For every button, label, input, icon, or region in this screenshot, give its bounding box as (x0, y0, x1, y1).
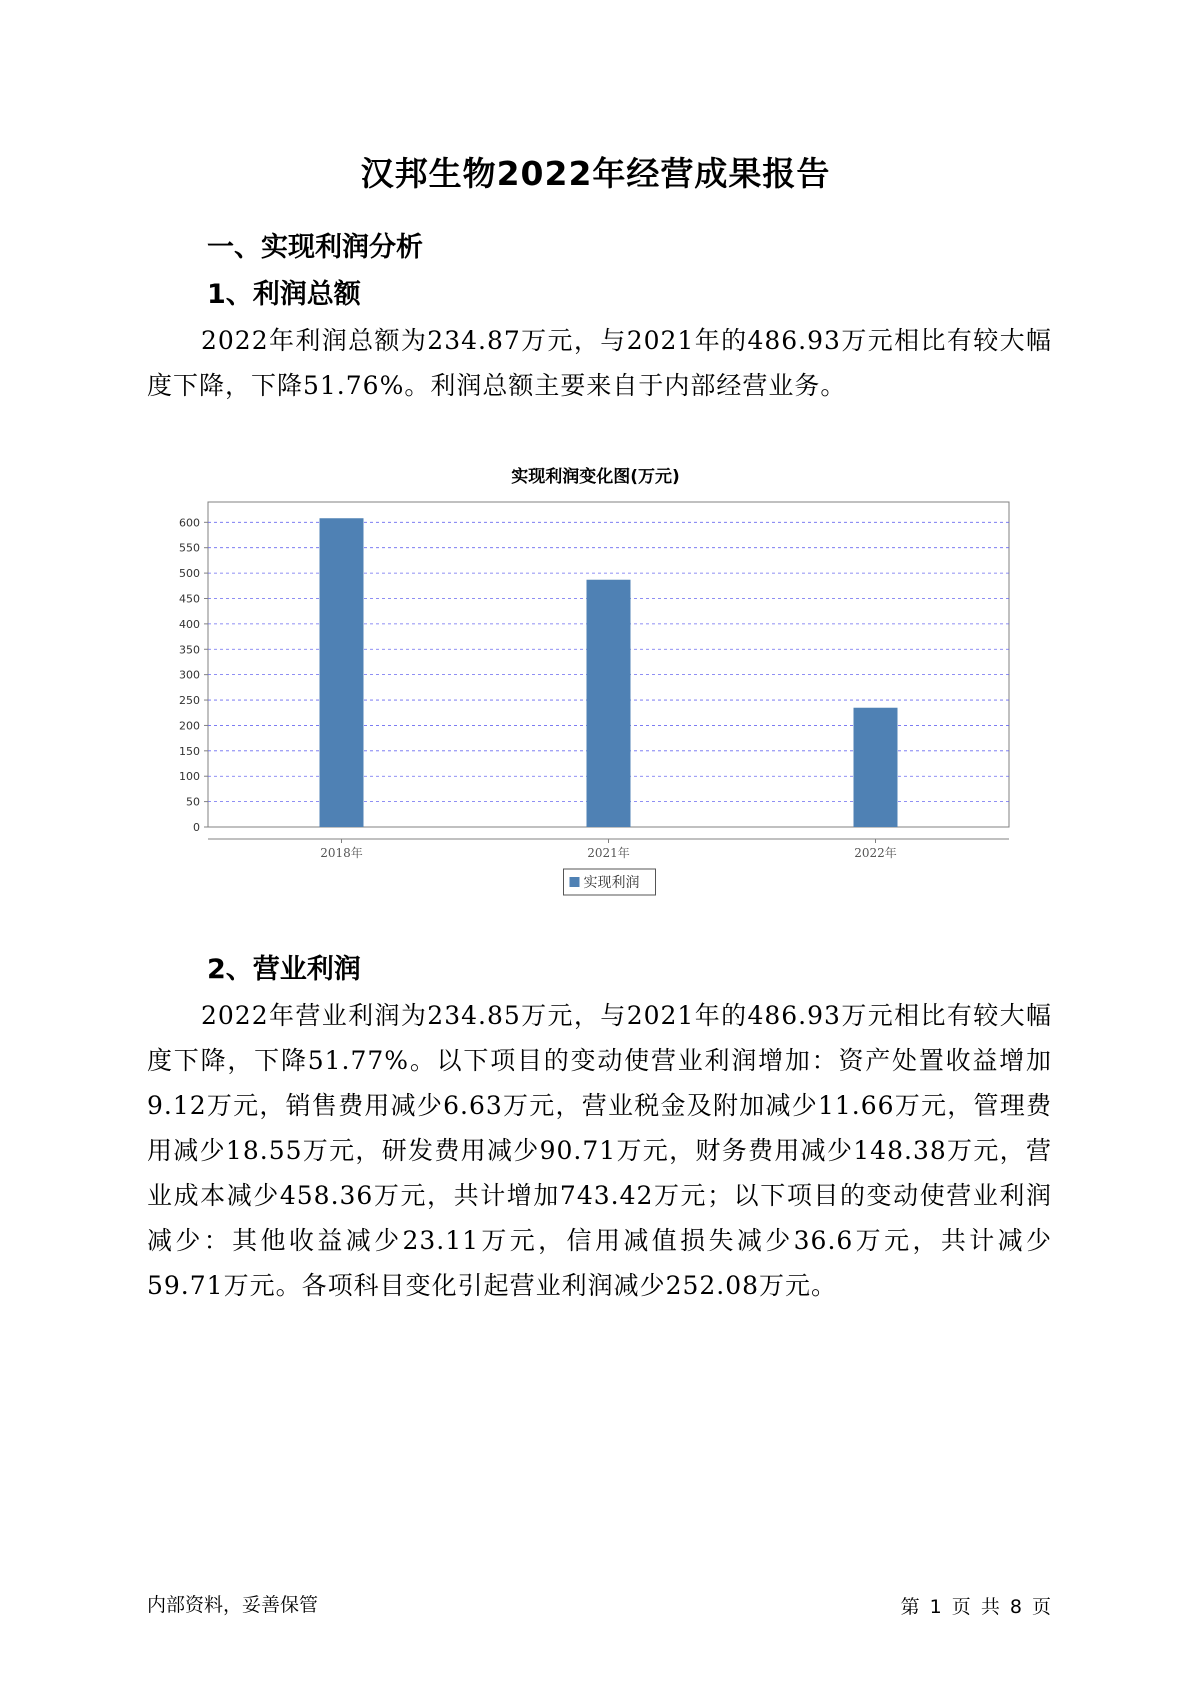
x-tick-label: 2018年 (320, 846, 363, 860)
y-tick-label: 450 (179, 592, 200, 606)
footer-confidential-note: 内部资料，妥善保管 (147, 1594, 319, 1616)
footer-page-number: 第 1 页 共 8 页 (900, 1596, 1051, 1618)
y-tick-label: 100 (179, 770, 200, 784)
y-tick-label: 500 (179, 567, 200, 581)
y-tick-label: 400 (179, 617, 200, 631)
bar-2018年 (320, 518, 364, 827)
legend-swatch (570, 877, 580, 887)
subsection-heading-total-profit: 1、利润总额 (207, 279, 361, 310)
profit-bar-chart (160, 490, 1040, 920)
bar-2021年 (587, 580, 631, 827)
y-tick-label: 0 (193, 821, 200, 834)
bar-2022年 (854, 708, 898, 827)
y-tick-label: 300 (179, 668, 200, 682)
x-tick-label: 2022年 (854, 846, 897, 860)
section-heading-profit-analysis: 一、实现利润分析 (207, 232, 423, 263)
y-tick-label: 50 (186, 795, 200, 809)
y-tick-label: 600 (179, 516, 200, 530)
chart-title: 实现利润变化图(万元) (511, 467, 680, 487)
document-title: 汉邦生物2022年经营成果报告 (360, 154, 831, 193)
y-tick-label: 550 (179, 541, 200, 555)
y-tick-label: 150 (179, 744, 200, 758)
x-tick-label: 2021年 (587, 846, 630, 860)
y-tick-label: 350 (179, 643, 200, 657)
legend-label: 实现利润 (583, 875, 640, 891)
subsection-heading-operating-profit: 2、营业利润 (207, 954, 361, 985)
paragraph-operating-profit: 2022年营业利润为234.85万元，与2021年的486.93万元相比有较大幅度下降，下降51.77%。以下项目的变动使营业利润增加：资产处置收益增加9.12万元，销售费用减少6.63万元，营业税金及附加减少11.66万元，管理费用减少18.55万元，研发费用减少90.71万元，财务费用减少148.38万元，营业成本减少458.36万元，共计增加743.42万元；以下项目的变动使营业利润减少：其他收益减少23.11万元，信用减值损失减少36.6万元，共计减少59.71万元。各项科目变化引起营业利润减少252.08万元。 (147, 1001, 1052, 1300)
y-tick-label: 250 (179, 694, 200, 708)
y-tick-label: 200 (179, 719, 200, 733)
paragraph-total-profit: 2022年利润总额为234.87万元，与2021年的486.93万元相比有较大幅度下降，下降51.76%。利润总额主要来自于内部经营业务。 (147, 326, 1052, 400)
